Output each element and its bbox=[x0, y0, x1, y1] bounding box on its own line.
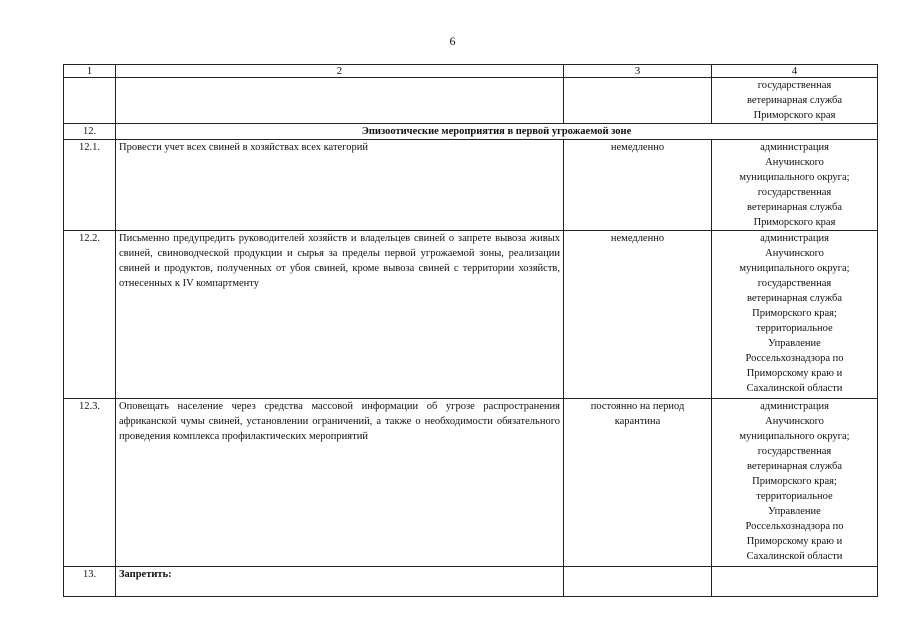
responsible-line: муниципального округа; bbox=[739, 172, 850, 183]
row-text: Запретить: bbox=[116, 567, 564, 597]
responsible-line: Россельхознадзора по bbox=[745, 521, 844, 532]
row-number: 12.3. bbox=[64, 399, 116, 567]
row-responsible bbox=[712, 567, 878, 597]
responsible-line: Анучинского bbox=[765, 416, 824, 427]
section-row bbox=[64, 124, 878, 140]
table-row bbox=[64, 140, 878, 231]
responsible-line: ветеринарная служба bbox=[746, 293, 843, 304]
responsible-line: государственная bbox=[757, 187, 832, 198]
header-col-3: 3 bbox=[564, 65, 712, 78]
row-responsible bbox=[712, 78, 878, 124]
responsible-line: Приморского края; bbox=[752, 308, 837, 319]
responsible-line: государственная bbox=[757, 446, 832, 457]
row-deadline: немедленно bbox=[564, 231, 712, 399]
responsible-line: ветеринарная служба bbox=[746, 202, 843, 213]
responsible-line: администрация bbox=[760, 142, 829, 153]
responsible-line: Россельхознадзора по bbox=[745, 353, 844, 364]
table-row bbox=[64, 567, 878, 597]
row-deadline bbox=[564, 567, 712, 597]
responsible-line: Анучинского bbox=[765, 248, 824, 259]
row-number: 12.2. bbox=[64, 231, 116, 399]
table-header-row bbox=[64, 65, 878, 78]
responsible-line: Анучинского bbox=[765, 157, 824, 168]
row-number: 13. bbox=[64, 567, 116, 597]
page-number: 6 bbox=[449, 34, 456, 48]
row-number: 12. bbox=[64, 124, 116, 140]
table-row bbox=[64, 231, 878, 399]
responsible-line: муниципального округа; bbox=[739, 431, 850, 442]
table-row bbox=[64, 399, 878, 567]
responsible-line: администрация bbox=[760, 401, 829, 412]
header-col-4: 4 bbox=[712, 65, 878, 78]
responsible-line: ветеринарная служба bbox=[746, 95, 843, 106]
row-deadline bbox=[564, 78, 712, 124]
responsible-line: Приморского края bbox=[753, 110, 836, 121]
responsible-line: Приморскому краю и bbox=[746, 536, 843, 547]
row-text: Письменно предупредить руководителей хозяйств и владельцев свиней о запрете вывоза живых свиней, свиноводческой продукции и сырья за пределы первой угрожаемой зоны, реализации свиней и продуктов, полученных от убоя свиней, кроме вывоза свиней с территории хозяйств, отнесенных к IV компартменту bbox=[116, 231, 564, 399]
row-deadline: постоянно на период карантина bbox=[564, 399, 712, 567]
row-responsible bbox=[712, 399, 878, 567]
responsible-line: территориальное bbox=[756, 491, 833, 502]
responsible-line: ветеринарная служба bbox=[746, 461, 843, 472]
responsible-line: государственная bbox=[757, 80, 832, 91]
header-col-1: 1 bbox=[64, 65, 116, 78]
section-title: Эпизоотические мероприятия в первой угрожаемой зоне bbox=[116, 124, 878, 140]
responsible-line: Приморского края; bbox=[752, 476, 837, 487]
responsible-line: Управление bbox=[768, 338, 821, 349]
responsible-line: муниципального округа; bbox=[739, 263, 850, 274]
measures-table bbox=[63, 64, 878, 597]
responsible-line: территориальное bbox=[756, 323, 833, 334]
responsible-line: Приморского края bbox=[753, 217, 836, 228]
row-number bbox=[64, 78, 116, 124]
row-text bbox=[116, 78, 564, 124]
responsible-line: Сахалинской области bbox=[746, 383, 843, 394]
row-deadline: немедленно bbox=[564, 140, 712, 231]
responsible-line: Приморскому краю и bbox=[746, 368, 843, 379]
responsible-line: Управление bbox=[768, 506, 821, 517]
row-responsible bbox=[712, 140, 878, 231]
row-text: Оповещать население через средства массовой информации об угрозе распространения африканской чумы свиней, установлении ограничений, а также о необходимости обязательного проведения комплекса профилактических мероприятий bbox=[116, 399, 564, 567]
header-col-2: 2 bbox=[116, 65, 564, 78]
responsible-line: администрация bbox=[760, 233, 829, 244]
row-text: Провести учет всех свиней в хозяйствах всех категорий bbox=[116, 140, 564, 231]
responsible-line: Сахалинской области bbox=[746, 551, 843, 562]
table-row bbox=[64, 78, 878, 124]
row-responsible bbox=[712, 231, 878, 399]
responsible-line: государственная bbox=[757, 278, 832, 289]
row-number: 12.1. bbox=[64, 140, 116, 231]
